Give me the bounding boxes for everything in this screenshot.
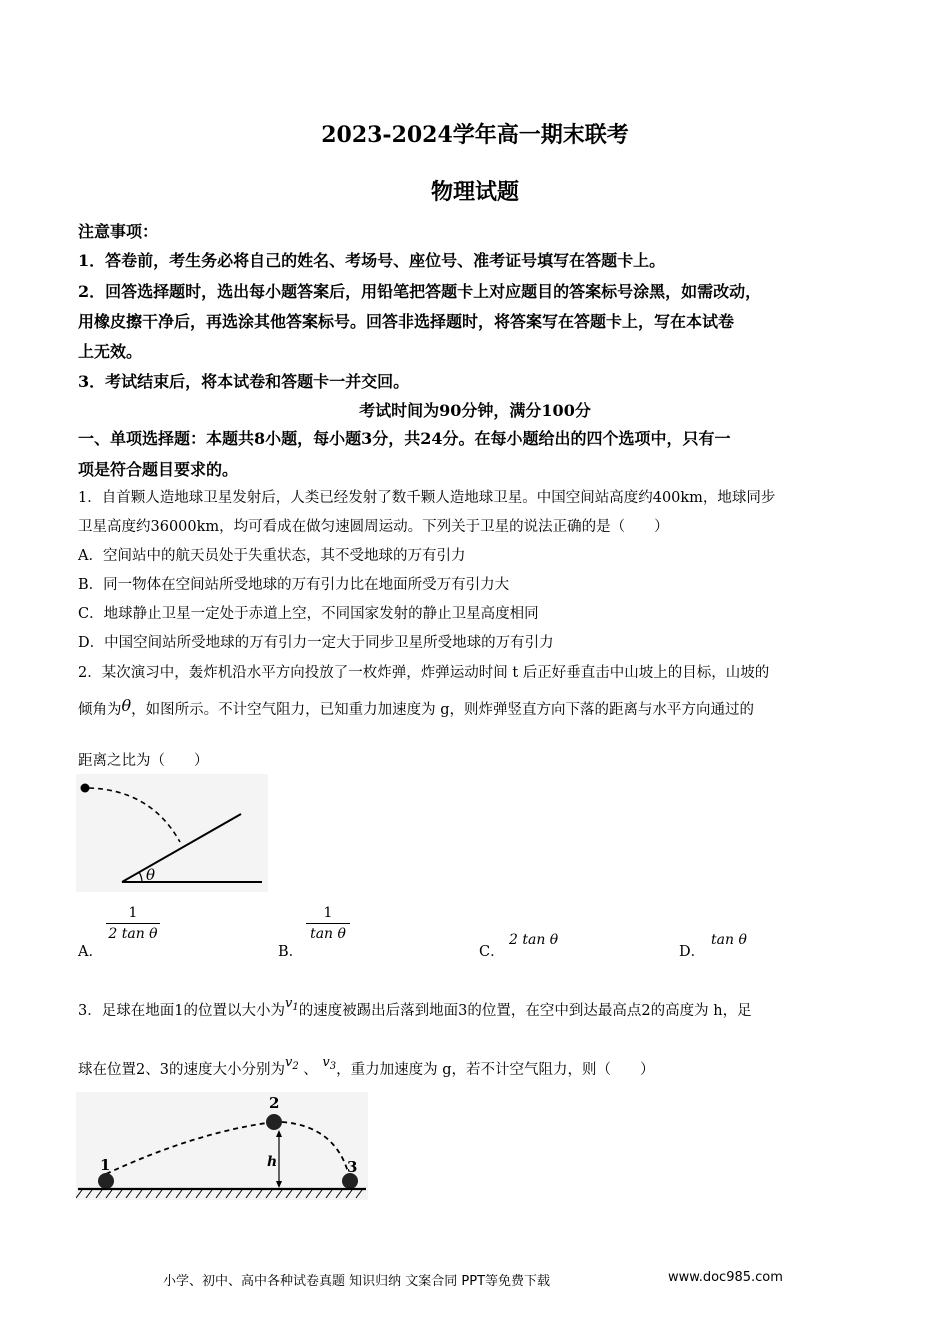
- q3-stem-line-2-start: 球在位置2、3的速度大小分别为: [78, 1062, 285, 1078]
- q2-option-a-numerator: 1: [128, 905, 138, 921]
- q2-option-b-fraction: [306, 905, 350, 942]
- q2-option-c-expression: 2 tan θ: [509, 932, 559, 948]
- notice-item-2-line-2: 用橡皮擦干净后，再选涂其他答案标号。回答非选择题时，将答案写在答题卡上，写在本试卷: [78, 312, 735, 331]
- q3-v3-letter: v: [322, 1055, 330, 1070]
- q2-option-d-expression: tan θ: [711, 932, 747, 948]
- subject-title: 物理试题: [430, 179, 519, 205]
- q1-option-c: C．地球静止卫星一定处于赤道上空，不同国家发射的静止卫星高度相同: [78, 606, 539, 622]
- q3-v2-letter: v: [284, 1055, 293, 1070]
- q1-option-a: A．空间站中的航天员处于失重状态，其不受地球的万有引力: [78, 548, 466, 564]
- q3-ball-position-1: [98, 1173, 114, 1189]
- q2-option-b-denominator: tan θ: [310, 926, 346, 942]
- section-1-line-1: 一、单项选择题：本题共8小题，每小题3分，共24分。在每小题给出的四个选项中，只有一: [78, 429, 731, 448]
- footer-text: 小学、初中、高中各种试卷真题 知识归纳 文案合同 PPT等免费下载: [163, 1274, 551, 1289]
- q2-stem-line-2-start: 倾角为: [78, 702, 122, 718]
- q2-stem-line-1: 2．某次演习中，轰炸机沿水平方向投放了一枚炸弹，炸弹运动时间 t 后正好垂直击中山坡上的目标，山坡的: [78, 665, 770, 681]
- q2-option-b-label: B．: [278, 944, 304, 960]
- q3-ball-position-2: [266, 1114, 282, 1130]
- notice-item-2-line-3: 上无效。: [78, 342, 143, 361]
- q3-label-3: 3: [347, 1158, 358, 1176]
- notice-item-2-line-1: 2．回答选择题时，选出每小题答案后，用铅笔把答题卡上对应题目的答案标号涂黑，如需改动，: [78, 282, 762, 301]
- q3-v1-letter: v: [284, 996, 293, 1011]
- q3-figure-background: [76, 1092, 368, 1200]
- q3-v2-symbol: [285, 1055, 299, 1070]
- q3-football-figure: [76, 1092, 368, 1200]
- q1-option-d: D．中国空间站所受地球的万有引力一定大于同步卫星所受地球的万有引力: [78, 635, 554, 651]
- q3-separator: 、: [303, 1062, 318, 1078]
- q2-option-a-fraction: [106, 905, 160, 942]
- q1-stem-line-2: 卫星高度约36000km，均可看成在做匀速圆周运动。下列关于卫星的说法正确的是（ ）: [78, 519, 669, 535]
- q2-option-a-denominator: 2 tan θ: [108, 926, 158, 942]
- q2-stem-line-2: [78, 696, 754, 719]
- q2-bomber-point: [81, 784, 90, 793]
- q2-option-b-fraction-bar: [306, 923, 350, 924]
- q2-stem-line-2-end: ，如图所示。不计空气阻力，已知重力加速度为 g，则炸弹竖直方向下落的距离与水平方向通过的: [131, 702, 755, 718]
- q3-height-label: h: [267, 1154, 278, 1170]
- notice-item-3: 3．考试结束后，将本试卷和答题卡一并交回。: [78, 372, 410, 391]
- q3-label-1: 1: [100, 1156, 111, 1174]
- q3-stem-line-1: [78, 996, 752, 1020]
- notice-heading: 注意事项：: [78, 222, 159, 241]
- q2-option-a-label: A．: [78, 944, 103, 960]
- q2-slope-figure: [76, 774, 268, 892]
- q2-option-b-numerator: 1: [323, 905, 333, 921]
- q1-option-b: B．同一物体在空间站所受地球的万有引力比在地面所受万有引力大: [78, 577, 510, 593]
- q2-stem-line-3: 距离之比为（ ）: [78, 753, 209, 769]
- section-1-line-2: 项是符合题目要求的。: [78, 460, 239, 479]
- q3-v2-subscript: 2: [292, 1061, 299, 1072]
- q2-figure-theta: θ: [146, 866, 156, 884]
- q3-stem-line-2: [78, 1055, 655, 1079]
- exam-title: 2023-2024学年高一期末联考: [321, 122, 629, 148]
- q3-v3-subscript: 3: [329, 1061, 337, 1072]
- q3-label-2: 2: [269, 1094, 280, 1112]
- q3-stem-line-1-end: 的速度被踢出后落到地面3的位置，在空中到达最高点2的高度为 h，足: [298, 1003, 752, 1019]
- notice-item-1: 1．答卷前，考生务必将自己的姓名、考场号、座位号、准考证号填写在答题卡上。: [78, 251, 666, 270]
- q2-option-c-label: C．: [479, 944, 505, 960]
- q3-v1-symbol: [285, 996, 299, 1011]
- q2-option-d-label: D．: [679, 944, 706, 960]
- q3-v3-symbol: [322, 1055, 336, 1070]
- q3-stem-line-2-end: ，重力加速度为 g，若不计空气阻力，则（ ）: [336, 1062, 655, 1078]
- q1-stem-line-1: 1．自首颗人造地球卫星发射后，人类已经发射了数千颗人造地球卫星。中国空间站高度约400km，地球同步: [78, 490, 776, 506]
- exam-time: 考试时间为90分钟，满分100分: [359, 401, 591, 420]
- q2-theta-symbol: θ: [121, 696, 132, 715]
- q3-v1-subscript: 1: [292, 1002, 299, 1013]
- q2-figure-background: [76, 774, 268, 892]
- q3-stem-line-1-start: 3．足球在地面1的位置以大小为: [78, 1003, 285, 1019]
- footer-url[interactable]: www.doc985.com: [668, 1270, 783, 1285]
- q2-option-a-fraction-bar: [106, 923, 160, 924]
